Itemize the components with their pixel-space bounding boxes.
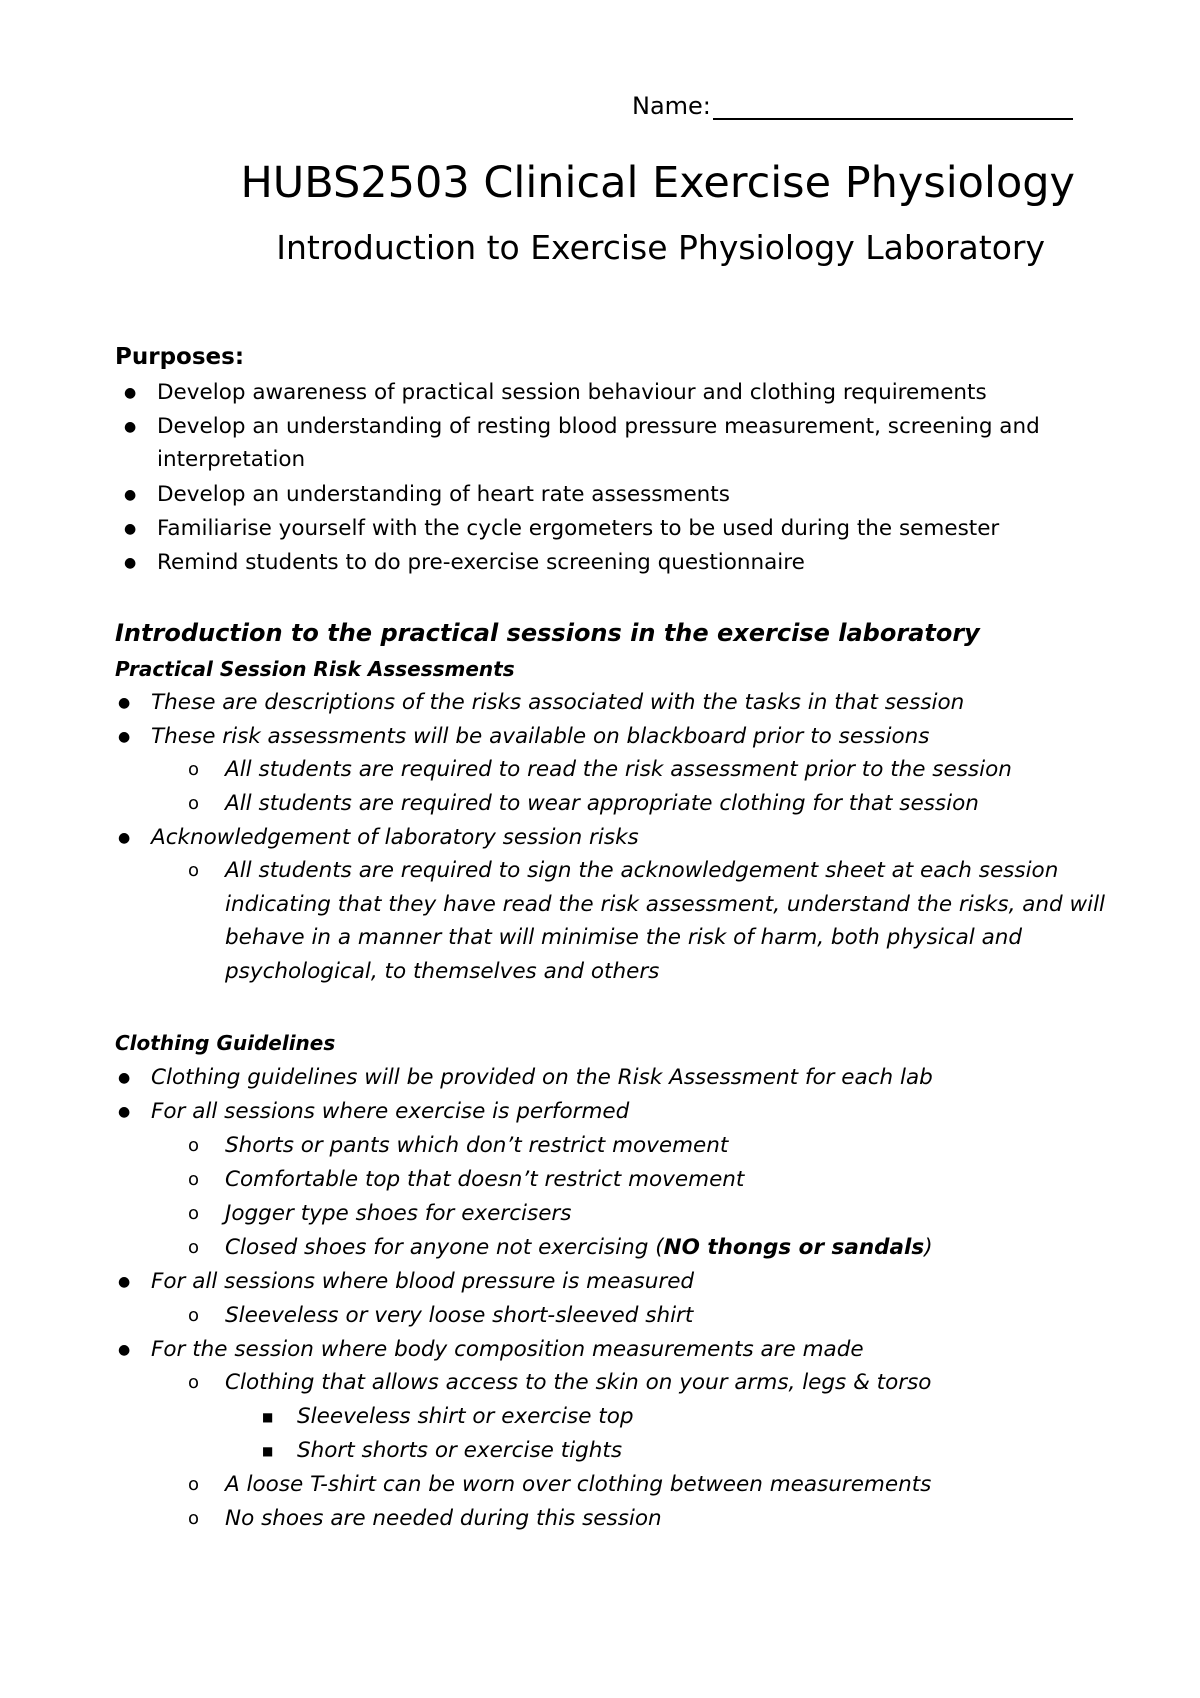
circle-marker: o (188, 860, 200, 881)
bullet-marker: ● (124, 385, 137, 401)
clothing-item: For all sessions where exercise is performed (151, 1099, 630, 1124)
risk-subitem: All students are required to read the risk assessment prior to the session (225, 757, 1012, 782)
clothing-guidelines-heading: Clothing Guidelines (115, 1031, 336, 1055)
circle-marker: o (188, 759, 200, 780)
circle-marker: o (188, 1474, 200, 1495)
bullet-marker: ● (124, 419, 137, 435)
clothing-subitem: Shorts or pants which don’t restrict movement (225, 1133, 729, 1158)
clothing-item: For all sessions where blood pressure is measured (151, 1269, 695, 1294)
circle-marker: o (188, 1372, 200, 1393)
purpose-item: Develop an understanding of heart rate assessments (157, 482, 730, 507)
clothing-subitem (225, 1233, 933, 1263)
clothing-subitem: No shoes are needed during this session (225, 1506, 662, 1531)
purpose-item: Develop an understanding of resting blood pressure measurement, screening and (157, 414, 1040, 439)
clothing-subitem: A loose T-shirt can be worn over clothing between measurements (225, 1472, 932, 1497)
closed-shoes-text: Closed shoes for anyone not exercising ( (225, 1235, 664, 1260)
clothing-subsubitem: Short shorts or exercise tights (297, 1438, 623, 1463)
bullet-marker: ● (118, 1070, 131, 1086)
clothing-subitem: Jogger type shoes for exercisers (225, 1201, 572, 1226)
clothing-subitem: Comfortable top that doesn’t restrict movement (225, 1167, 745, 1192)
lab-subtitle: Introduction to Exercise Physiology Laboratory (276, 228, 1045, 267)
circle-marker: o (188, 793, 200, 814)
clothing-subsubitem: Sleeveless shirt or exercise top (297, 1404, 634, 1429)
square-marker: ■ (262, 1444, 274, 1458)
purposes-heading: Purposes: (115, 344, 245, 370)
risk-subitem-continued: indicating that they have read the risk assessment, understand the risks, and will (225, 892, 1106, 917)
name-label: Name: (632, 92, 711, 120)
closing-paren: ) (924, 1235, 933, 1260)
risk-subitem: All students are required to wear appropriate clothing for that session (225, 791, 979, 816)
circle-marker: o (188, 1135, 200, 1156)
circle-marker: o (188, 1508, 200, 1529)
purpose-item-continued: interpretation (157, 447, 306, 472)
intro-heading: Introduction to the practical sessions in the exercise laboratory (115, 619, 980, 647)
bullet-marker: ● (118, 695, 131, 711)
clothing-subitem: Sleeveless or very loose short-sleeved shirt (225, 1303, 694, 1328)
risk-subitem: All students are required to sign the acknowledgement sheet at each session (225, 858, 1059, 883)
bullet-marker: ● (124, 521, 137, 537)
name-blank-line (713, 92, 1073, 120)
risk-item: These risk assessments will be available on blackboard prior to sessions (151, 724, 930, 749)
bullet-marker: ● (118, 729, 131, 745)
bullet-marker: ● (118, 830, 131, 846)
circle-marker: o (188, 1169, 200, 1190)
name-field (632, 92, 1073, 120)
purpose-item: Remind students to do pre-exercise screening questionnaire (157, 550, 805, 575)
clothing-subitem: Clothing that allows access to the skin on your arms, legs & torso (225, 1370, 932, 1395)
bullet-marker: ● (118, 1104, 131, 1120)
bullet-marker: ● (118, 1274, 131, 1290)
risk-subitem-continued: psychological, to themselves and others (225, 959, 660, 984)
risk-item: These are descriptions of the risks associated with the tasks in that session (151, 690, 965, 715)
bullet-marker: ● (118, 1342, 131, 1358)
clothing-item: Clothing guidelines will be provided on the Risk Assessment for each lab (151, 1065, 933, 1090)
bullet-marker: ● (124, 487, 137, 503)
circle-marker: o (188, 1203, 200, 1224)
no-thongs-emphasis: NO thongs or sandals (663, 1235, 925, 1260)
course-title: HUBS2503 Clinical Exercise Physiology (240, 158, 1075, 208)
clothing-item: For the session where body composition measurements are made (151, 1337, 864, 1362)
purpose-item: Develop awareness of practical session behaviour and clothing requirements (157, 380, 987, 405)
risk-subitem-continued: behave in a manner that will minimise the risk of harm, both physical and (225, 925, 1023, 950)
circle-marker: o (188, 1305, 200, 1326)
square-marker: ■ (262, 1410, 274, 1424)
circle-marker: o (188, 1237, 200, 1258)
risk-assessments-heading: Practical Session Risk Assessments (115, 657, 515, 681)
risk-item: Acknowledgement of laboratory session risks (151, 825, 639, 850)
bullet-marker: ● (124, 555, 137, 571)
purpose-item: Familiarise yourself with the cycle ergometers to be used during the semester (157, 516, 1000, 541)
